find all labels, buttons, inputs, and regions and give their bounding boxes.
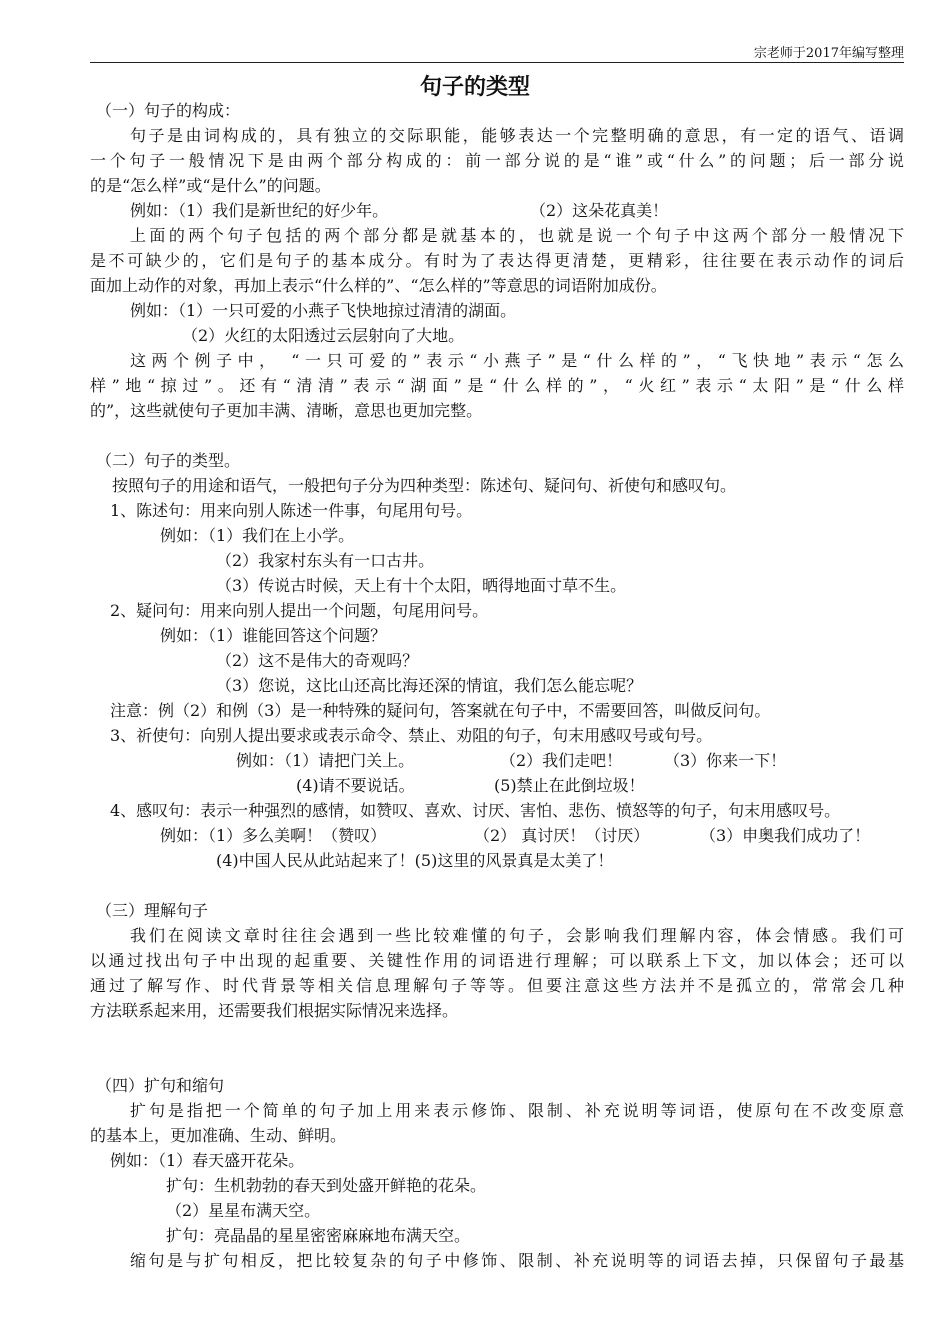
paragraph-line: 缩句是与扩句相反，把比较复杂的句子中修饰、限制、补充说明等的词语去掉，只保留句子最基 [130, 1251, 904, 1270]
paragraph-line: 这两个例子中， “一只可爱的”表示“小燕子”是“什么样的”，“飞快地”表示“怎么 [130, 351, 904, 370]
example-line: （2）这不是伟大的奇观吗？ [216, 651, 419, 670]
page-header [90, 40, 904, 63]
paragraph-line: 的”，这些就使句子更加丰满、清晰，意思也更加完整。 [90, 401, 483, 420]
example-line: （3）申奥我们成功了！ [700, 826, 871, 845]
document-title: 句子的类型 [419, 75, 530, 100]
example-line: (4)请不要说话。 [296, 776, 415, 795]
example-line: 例如：（1）请把门关上。 [236, 751, 415, 770]
example-line: （3）您说，这比山还高比海还深的情谊，我们怎么能忘呢？ [216, 676, 643, 695]
example-line: 例如：（1）我们是新世纪的好少年。 [130, 201, 389, 220]
paragraph-line: 的是“怎么样”或“是什么”的问题。 [90, 176, 331, 195]
paragraph-line: 上面的两个句子包括的两个部分都是就基本的，也就是说一个句子中这两个部分一般情况下 [130, 226, 904, 245]
paragraph-line: 的基本上，更加准确、生动、鲜明。 [90, 1126, 347, 1145]
example-line: 例如：（1）春天盛开花朵。 [110, 1151, 305, 1170]
example-line: （2）这朵花真美！ [530, 201, 669, 220]
type-heading: 1、陈述句：用来向别人陈述一件事，句尾用句号。 [110, 501, 473, 520]
type-heading: 2、疑问句：用来向别人提出一个问题，句尾用问号。 [110, 601, 489, 620]
paragraph-line: 通过了解写作、时代背景等相关信息理解句子等等。但要注意这些方法并不是孤立的，常常会几种 [90, 976, 904, 995]
note-line: 注意：例（2）和例（3）是一种特殊的疑问句，答案就在句子中，不需要回答，叫做反问句。 [110, 701, 771, 720]
example-line: （3）你来一下！ [664, 751, 787, 770]
section-heading: （二）句子的类型。 [96, 451, 241, 470]
example-line: （2） 真讨厌！（讨厌） [474, 826, 650, 845]
example-line: （2）星星布满天空。 [166, 1201, 321, 1220]
example-line: (5)禁止在此倒垃圾！ [494, 776, 645, 795]
paragraph-line: 一个句子一般情况下是由两个部分构成的：前一部分说的是“谁”或“什么”的问题；后一部分说 [90, 151, 904, 170]
section-heading: （三）理解句子 [96, 901, 209, 920]
paragraph-line: 样”地“掠过”。还有“清清”表示“湖面”是“什么样的”，“火红”表示“太阳”是“什么样 [90, 376, 904, 395]
paragraph-line: 方法联系起来用，还需要我们根据实际情况来选择。 [90, 1001, 459, 1020]
type-heading: 3、祈使句：向别人提出要求或表示命令、禁止、劝阻的句子，句末用感叹号或句号。 [110, 726, 713, 745]
example-line: 例如：（1）谁能回答这个问题？ [160, 626, 387, 645]
paragraph-line: 按照句子的用途和语气，一般把句子分为四种类型：陈述句、疑问句、祈使句和感叹句。 [112, 476, 737, 495]
paragraph-line: 以通过找出句子中出现的起重要、关键性作用的词语进行理解；可以联系上下文，加以体会；还可以 [90, 951, 904, 970]
section-heading: （四）扩句和缩句 [96, 1076, 225, 1095]
example-line: 扩句：亮晶晶的星星密密麻麻地布满天空。 [166, 1226, 471, 1245]
example-line: （2）我家村东头有一口古井。 [216, 551, 435, 570]
example-line: 扩句：生机勃勃的春天到处盛开鲜艳的花朵。 [166, 1176, 487, 1195]
type-heading: 4、感叹句：表示一种强烈的感情，如赞叹、喜欢、讨厌、害怕、悲伤、愤怒等的句子，句末用感叹号。 [110, 801, 841, 820]
example-line: 例如：（1）我们在上小学。 [160, 526, 355, 545]
example-line: （3）传说古时候，天上有十个太阳，晒得地面寸草不生。 [216, 576, 627, 595]
example-line: （2）火红的太阳透过云层射向了大地。 [182, 326, 465, 345]
paragraph-line: 面加上动作的对象，再加上表示“什么样的”、“怎么样的”等意思的词语附加成份。 [90, 276, 667, 295]
section-heading: （一）句子的构成： [96, 101, 241, 120]
example-line: 例如：（1）一只可爱的小燕子飞快地掠过清清的湖面。 [130, 301, 517, 320]
example-line: (4)中国人民从此站起来了！(5)这里的风景真是太美了！ [216, 851, 614, 870]
paragraph-line: 扩句是指把一个简单的句子加上用来表示修饰、限制、补充说明等词语，使原句在不改变原意 [130, 1101, 904, 1120]
example-line: （2）我们走吧！ [500, 751, 623, 770]
paragraph-line: 是不可缺少的，它们是句子的基本成分。有时为了表达得更清楚，更精彩，往往要在表示动作的词后 [90, 251, 904, 270]
paragraph-line: 句子是由词构成的，具有独立的交际职能，能够表达一个完整明确的意思，有一定的语气、语调 [130, 126, 904, 145]
example-line: 例如：（1）多么美啊！（赞叹） [160, 826, 387, 845]
paragraph-line: 我们在阅读文章时往往会遇到一些比较难懂的句子，会影响我们理解内容，体会情感。我们可 [130, 926, 904, 945]
header-text: 宗老师于2017年编写整理 [753, 46, 904, 61]
